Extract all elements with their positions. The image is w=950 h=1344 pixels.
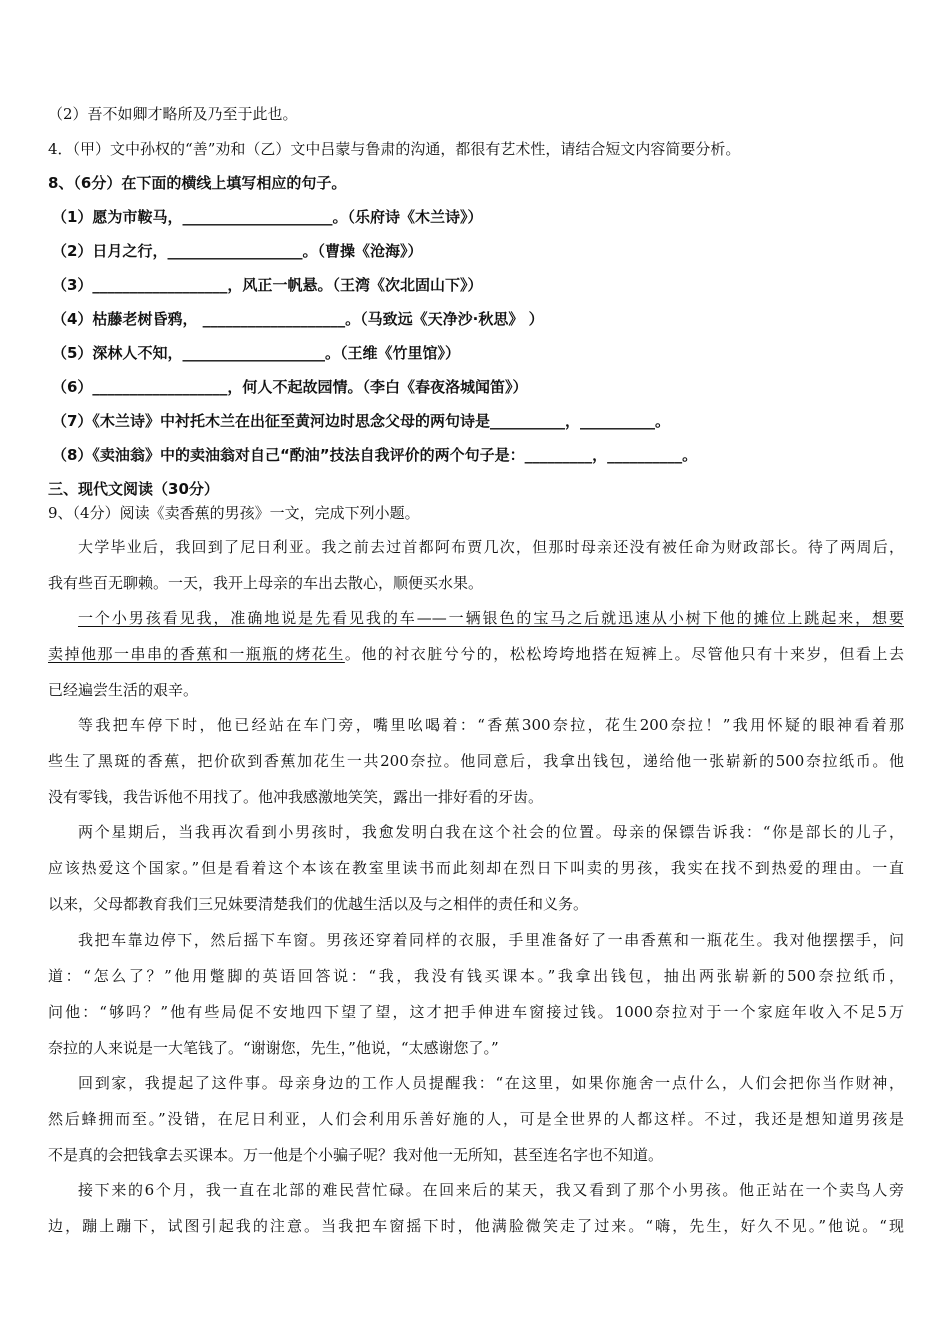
question-9-heading: 9、（4分）阅读《卖香蕉的男孩》一文，完成下列小题。 [48,504,420,522]
passage-paragraph-5-line-4: 奈拉的人来说是一大笔钱了。“谢谢您，先生，”他说，“太感谢您了。” [48,1039,499,1057]
question-8-item-2: （2）日月之行，__________________。（曹操《沧海》） [52,242,423,260]
passage-paragraph-3-line-3: 没有零钱，我告诉他不用找了。他冲我感激地笑笑，露出一排好看的牙齿。 [48,788,544,806]
passage-paragraph-5-line-2: 道：“怎么了？”他用蹩脚的英语回答说：“我，我没有钱买课本。”我拿出钱包，抽出两张崭新的500奈拉纸币， [48,967,904,985]
question-7-item-4: 4．（甲）文中孙权的“善”劝和（乙）文中吕蒙与鲁肃的沟通，都很有艺术性，请结合短文内容简要分析。 [48,140,741,158]
question-8-item-8: （8）《卖油翁》中的卖油翁对自己“酌油”技法自我评价的两个句子是：_________，__________。 [52,446,698,464]
section-3-heading: 三、现代文阅读（30分） [48,480,219,498]
passage-paragraph-2-line-1-underlined: 一个小男孩看见我，准确地说是先看见我的车——一辆银色的宝马之后就迅速从小树下他的摊位上跳起来，想要 [78,609,904,627]
passage-paragraph-4-line-3: 以来，父母都教育我们三兄妹要清楚我们的优越生活以及与之相伴的责任和义务。 [48,895,589,913]
passage-paragraph-6-line-2: 然后蜂拥而至。”没错，在尼日利亚，人们会利用乐善好施的人，可是全世界的人都这样。不过，我还是想知道男孩是 [48,1110,904,1128]
question-8-heading: 8、（6分）在下面的横线上填写相应的句子。 [48,174,347,192]
question-8-item-3: （3）__________________，风正一帆悬。（王湾《次北固山下》） [52,276,483,294]
passage-paragraph-5-line-1: 我把车靠边停下，然后摇下车窗。男孩还穿着同样的衣服，手里准备好了一串香蕉和一瓶花生。我对他摆摆手，问 [78,931,904,949]
passage-paragraph-1-line-2: 我有些百无聊赖。一天，我开上母亲的车出去散心，顺便买水果。 [48,574,484,592]
passage-paragraph-6-line-3: 不是真的会把钱拿去买课本。万一他是个小骗子呢？我对他一无所知，甚至连名字也不知道。 [48,1146,664,1164]
passage-paragraph-7-line-1: 接下来的6个月，我一直在北部的难民营忙碌。在回来后的某天，我又看到了那个小男孩。他正站在一个卖鸟人旁 [78,1181,904,1199]
passage-paragraph-4-line-2: 应该热爱这个国家。”但是看着这个本该在教室里读书而此刻却在烈日下叫卖的男孩，我实在找不到热爱的理由。一直 [48,859,904,877]
passage-paragraph-6-line-1: 回到家，我提起了这件事。母亲身边的工作人员提醒我：“在这里，如果你施舍一点什么，人们会把你当作财神， [78,1074,904,1092]
paragraph-2-line-2-rest: 。他的衬衣脏兮兮的，松松垮垮地搭在短裤上。尽管他只有十来岁，但看上去 [344,645,904,663]
question-8-item-6: （6）__________________，何人不起故园情。（李白《春夜洛城闻笛》） [52,378,528,396]
question-8-item-5: （5）深林人不知，___________________。（王维《竹里馆》） [52,344,460,362]
passage-paragraph-2-line-3: 已经遍尝生活的艰辛。 [48,681,199,699]
question-7-item-2: （2）吾不如卿才略所及乃至于此也。 [48,105,298,123]
passage-paragraph-3-line-1: 等我把车停下时，他已经站在车门旁，嘴里吆喝着：“香蕉300奈拉，花生200奈拉！”我用怀疑的眼神看着那 [78,716,904,734]
question-8-item-7: （7）《木兰诗》中衬托木兰在出征至黄河边时思念父母的两句诗是__________，__________。 [52,412,670,430]
question-8-item-1: （1）愿为市鞍马，____________________。（乐府诗《木兰诗》） [52,208,483,226]
passage-paragraph-7-line-2: 边，蹦上蹦下，试图引起我的注意。当我把车窗摇下时，他满脸微笑走了过来。“嗨，先生，好久不见。”他说。“现 [48,1217,904,1235]
passage-paragraph-4-line-1: 两个星期后，当我再次看到小男孩时，我愈发明白我在这个社会的位置。母亲的保镖告诉我：“你是部长的儿子， [78,823,904,841]
passage-paragraph-5-line-3: 问他：“够吗？”他有些局促不安地四下望了望，这才把手伸进车窗接过钱。1000奈拉对于一个家庭年收入不足5万 [48,1003,904,1021]
question-8-item-4: （4）枯藤老树昏鸦， ___________________。（马致远《天净沙·秋思》 ） [52,310,544,328]
passage-paragraph-2-line-2 [48,644,904,664]
passage-paragraph-1-line-1: 大学毕业后，我回到了尼日利亚。我之前去过首都阿布贾几次，但那时母亲还没有被任命为财政部长。待了两周后， [78,538,904,556]
underlined-sentence-part: 卖掉他那一串串的香蕉和一瓶瓶的烤花生 [48,645,345,663]
passage-paragraph-3-line-2: 些生了黑斑的香蕉，把价砍到香蕉加花生一共200奈拉。他同意后，我拿出钱包，递给他一张崭新的500奈拉纸币。他 [48,752,904,770]
